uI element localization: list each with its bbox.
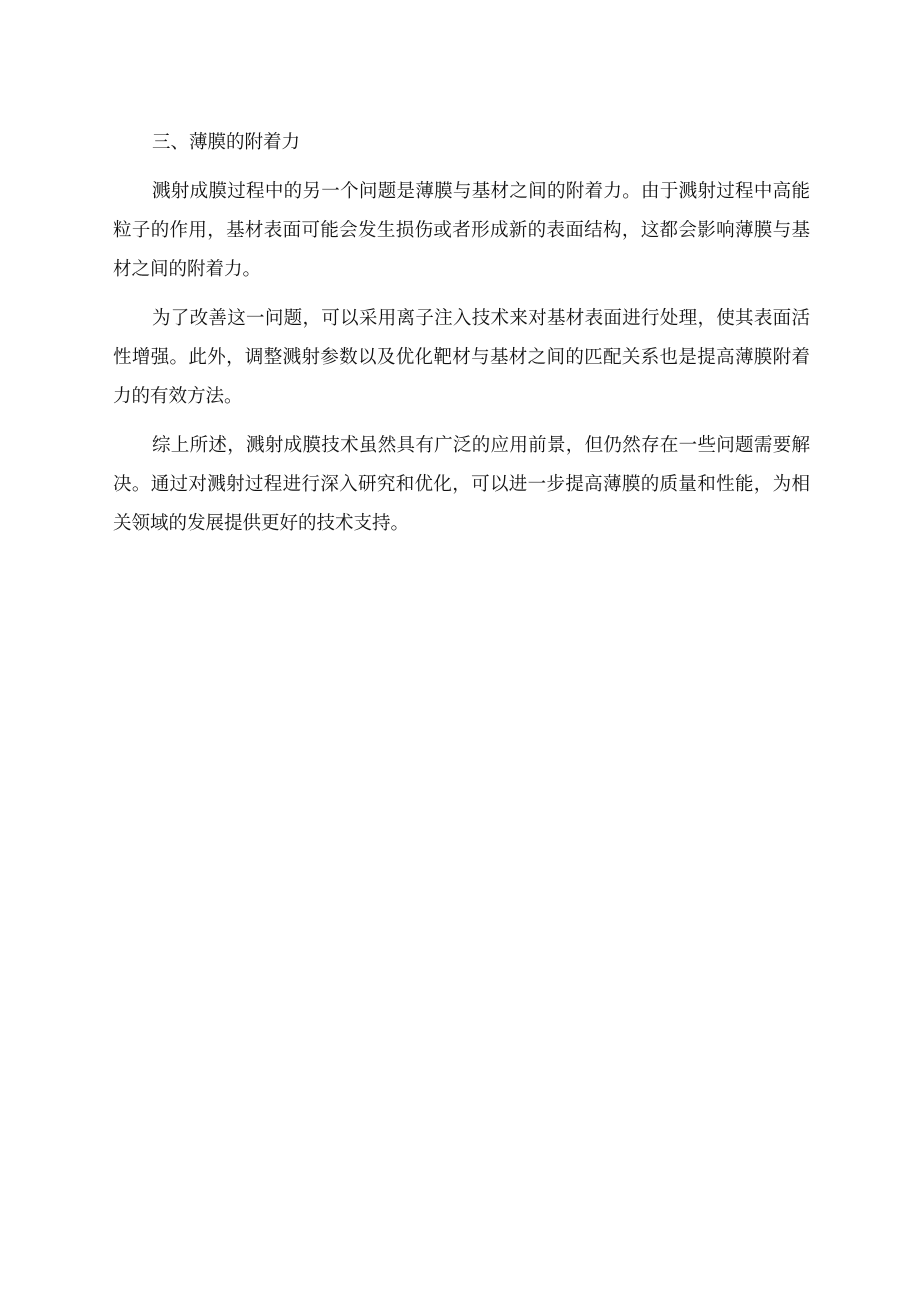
document-body	[113, 123, 810, 553]
section-heading: 三、薄膜的附着力	[152, 132, 301, 153]
paragraph-improvement-methods: 为了改善这一问题，可以采用离子注入技术来对基材表面进行处理，使其表面活性增强。此外，调整溅射参数以及优化靶材与基材之间的匹配关系也是提高薄膜附着力的有效方法。	[113, 308, 810, 407]
paragraph-conclusion: 综上所述，溅射成膜技术虽然具有广泛的应用前景，但仍然存在一些问题需要解决。通过对溅射过程进行深入研究和优化，可以进一步提高薄膜的质量和性能，为相关领域的发展提供更好的技术支持。	[113, 435, 810, 534]
paragraph-adhesion-issue: 溅射成膜过程中的另一个问题是薄膜与基材之间的附着力。由于溅射过程中高能粒子的作用，基材表面可能会发生损伤或者形成新的表面结构，这都会影响薄膜与基材之间的附着力。	[113, 181, 810, 280]
